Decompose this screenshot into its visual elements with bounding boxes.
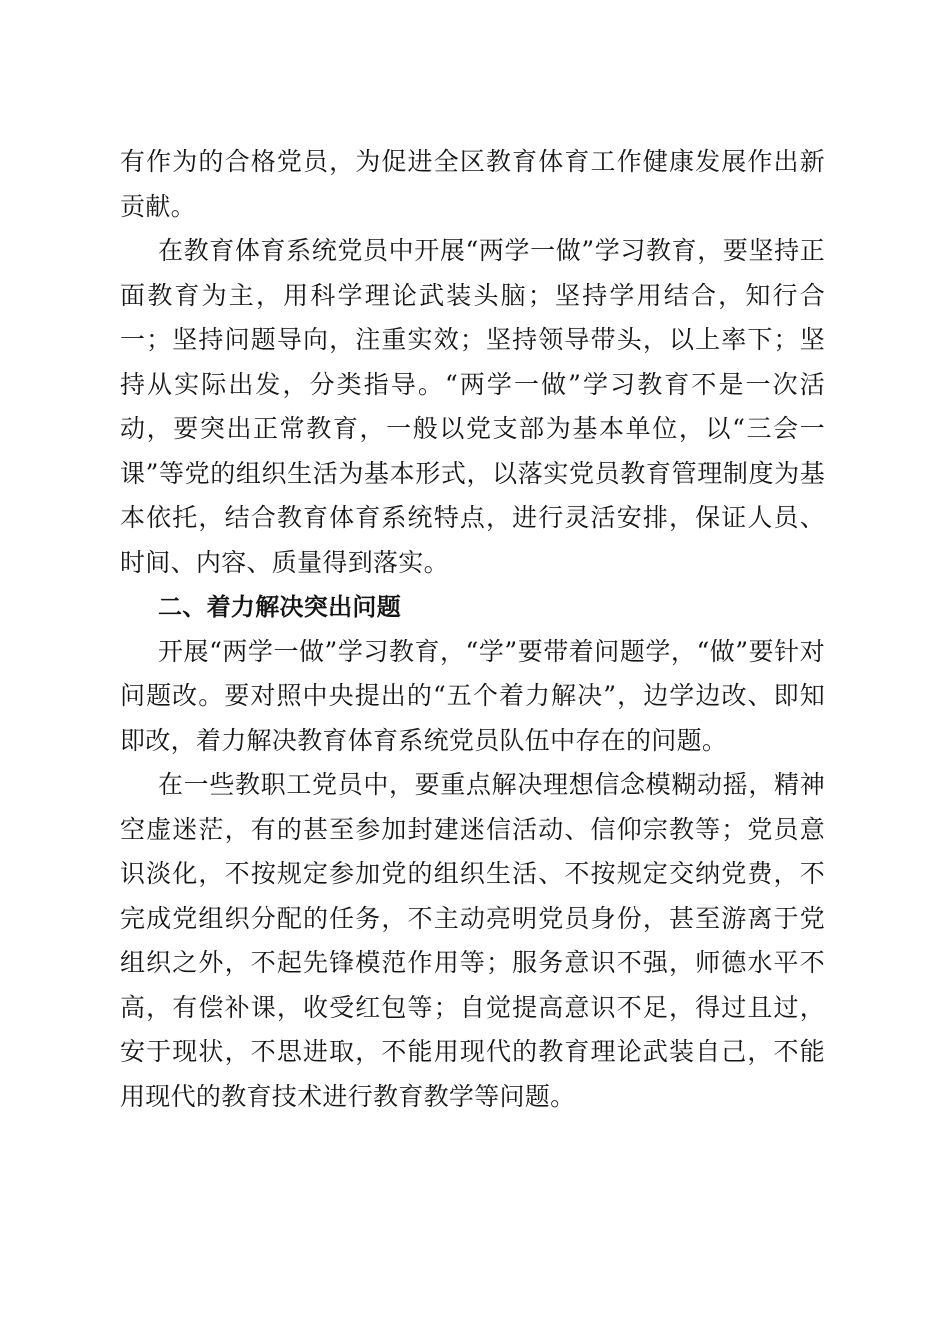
section-heading: 二、着力解决突出问题 [158, 593, 401, 621]
body-paragraph-problems-detail: 在一些教职工党员中，要重点解决理想信念模糊动摇，精神空虚迷茫，有的甚至参加封建迷信活动、信仰宗教等；党员意识淡化，不按规定参加党的组织生活、不按规定交纳党费，不完成党组织分配的任务，不主动亮明党员身份，甚至游离于党组织之外，不起先锋模范作用等；服务意识不强，师德水平不高，有偿补课，收受红包等；自觉提高意识不足，得过且过，安于现状，不思进取，不能用现代的教育理论武装自己，不能用现代的教育技术进行教育教学等问题。 [120, 770, 825, 1111]
body-paragraph-principles: 在教育体育系统党员中开展“两学一做”学习教育，要坚持正面教育为主，用科学理论武装头脑；坚持学用结合，知行合一；坚持问题导向，注重实效；坚持领导带头，以上率下；坚持从实际出发，分类指导。“两学一做”学习教育不是一次活动，要突出正常教育，一般以党支部为基本单位，以“三会一课”等党的组织生活为基本形式，以落实党员教育管理制度为基本依托，结合教育体育系统特点，进行灵活安排，保证人员、时间、内容、质量得到落实。 [120, 236, 825, 577]
body-paragraph-problems-intro: 开展“两学一做”学习教育，“学”要带着问题学，“做”要针对问题改。要对照中央提出的“五个着力解决”，边学边改、即知即改，着力解决教育体育系统党员队伍中存在的问题。 [120, 636, 825, 755]
continuation-paragraph: 有作为的合格党员，为促进全区教育体育工作健康发展作出新贡献。 [120, 147, 825, 221]
document-body [120, 140, 825, 1119]
